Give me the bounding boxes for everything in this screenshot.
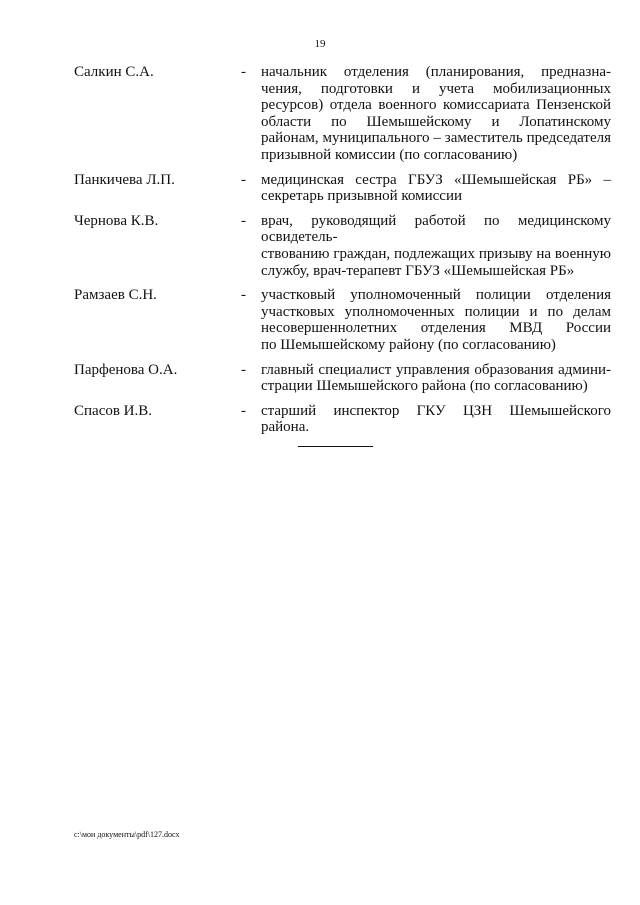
member-role-line: района.: [261, 419, 310, 436]
member-role-line: несовершеннолетних отделения МВД России: [261, 320, 611, 337]
member-name: Панкичева Л.П.: [74, 171, 175, 188]
member-role: [261, 403, 611, 436]
member-role-line: чения, подготовки и учета мобилизационных: [261, 80, 611, 97]
member-name: Салкин С.А.: [74, 64, 154, 80]
member-role-line: участковый уполномоченный полиции отделения: [261, 287, 611, 304]
member-entry: [0, 403, 640, 436]
member-role-line: призывной комиссии (по согласованию): [261, 146, 518, 163]
member-role-line: страции Шемышейского района (по согласованию): [261, 378, 588, 395]
member-entry: [0, 213, 640, 279]
page-number: 19: [314, 38, 326, 50]
member-entry: [0, 362, 640, 395]
member-role-line: по Шемышейскому району (по согласованию): [261, 336, 556, 353]
member-name: Чернова К.В.: [74, 212, 159, 229]
member-name: Рамзаев С.Н.: [74, 287, 157, 304]
member-role-line: секретарь призывной комиссии: [261, 188, 463, 205]
member-dash: -: [241, 171, 246, 188]
member-dash: -: [241, 287, 246, 304]
member-role-line: службу, врач-терапевт ГБУЗ «Шемышейская РБ»: [261, 262, 575, 279]
member-entry: [0, 172, 640, 205]
member-role-line: начальник отделения (планирования, предназна-: [261, 64, 611, 80]
member-name: Парфенова О.А.: [74, 361, 178, 378]
member-entry: [0, 64, 640, 164]
member-role: [261, 64, 611, 164]
member-role-line: районам, муниципального – заместитель председателя: [261, 130, 611, 147]
member-role: [261, 172, 611, 205]
member-role-line: медицинская сестра ГБУЗ «Шемышейская РБ» –: [261, 171, 611, 188]
member-dash: -: [241, 402, 246, 419]
member-role: [261, 287, 611, 353]
member-name: Спасов И.В.: [74, 402, 153, 419]
member-role: [261, 213, 611, 279]
member-role-line: ствованию граждан, подлежащих призыву на военную: [261, 245, 611, 262]
end-separator-line: [298, 446, 373, 447]
member-role-line: ресурсов) отдела военного комиссариата Пензенской: [261, 97, 611, 114]
commission-members-list: [0, 64, 640, 444]
member-dash: -: [241, 64, 246, 80]
member-entry: [0, 287, 640, 353]
member-dash: -: [241, 212, 246, 229]
member-role-line: старший инспектор ГКУ ЦЗН Шемышейского: [261, 402, 611, 419]
footer-file-path: c:\мои документы\pdf\127.docx: [74, 830, 180, 839]
member-role-line: врач, руководящий работой по медицинскому освидетель-: [261, 212, 611, 246]
member-role: [261, 362, 611, 395]
member-dash: -: [241, 361, 246, 378]
member-role-line: области по Шемышейскому и Лопатинскому: [261, 113, 611, 130]
member-role-line: участковых уполномоченных полиции и по делам: [261, 303, 611, 320]
member-role-line: главный специалист управления образования админи-: [261, 361, 611, 378]
